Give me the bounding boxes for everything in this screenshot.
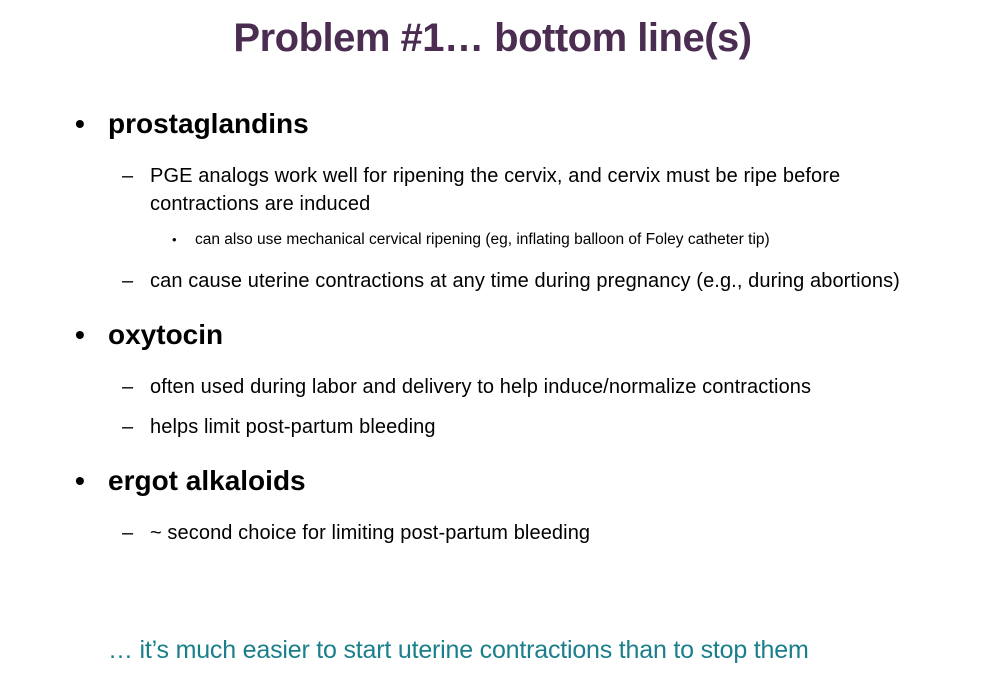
sub-bullet-icon: • <box>172 232 177 247</box>
list-item-level1-oxytocin <box>0 317 907 352</box>
section-heading: prostaglandins <box>108 108 309 139</box>
bullet-text: PGE analogs work well for ripening the cervix, and cervix must be ripe before contractions are induced <box>150 165 841 215</box>
dash-icon: – <box>122 165 134 187</box>
bullet-list <box>0 106 985 547</box>
bullet-text: can cause uterine contractions at any time during pregnancy (e.g., during abortions) <box>150 269 900 292</box>
bullet-text: often used during labor and delivery to help induce/normalize contractions <box>150 375 812 398</box>
bullet-text: can also use mechanical cervical ripening (eg, inflating balloon of Foley catheter tip) <box>195 231 770 248</box>
list-item-level1-ergot-alkaloids <box>0 463 907 498</box>
list-item-level2 <box>0 413 907 441</box>
dash-icon: – <box>122 415 134 438</box>
bullet-icon: • <box>75 318 85 350</box>
section-heading: ergot alkaloids <box>108 464 306 496</box>
bullet-text: ~ second choice for limiting post-partum bleeding <box>150 521 591 544</box>
bullet-icon: • <box>75 464 85 496</box>
list-item-level1-prostaglandins <box>0 106 907 141</box>
list-item-level2 <box>0 519 907 547</box>
dash-icon: – <box>122 375 134 398</box>
section-heading: oxytocin <box>108 318 224 350</box>
slide-title: Problem #1… bottom line(s) <box>233 16 752 60</box>
bullet-icon: • <box>75 108 85 139</box>
list-item-level3 <box>0 230 907 251</box>
dash-icon: – <box>122 269 134 292</box>
closing-line: … it’s much easier to start uterine contractions than to stop them <box>108 636 809 664</box>
list-item-level2 <box>0 267 907 295</box>
list-item-level2 <box>0 162 907 218</box>
list-item-level2 <box>0 373 907 401</box>
bullet-text: helps limit post-partum bleeding <box>150 415 436 438</box>
dash-icon: – <box>122 521 134 544</box>
